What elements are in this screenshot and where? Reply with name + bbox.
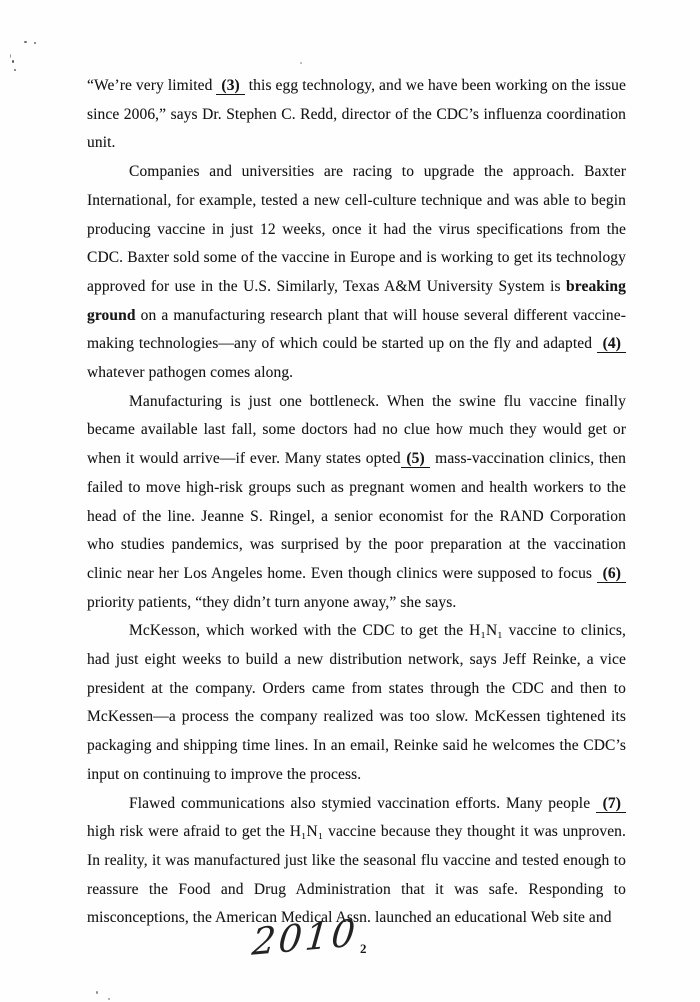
handwritten-annotation: [250, 911, 360, 963]
paragraph: [87, 158, 626, 388]
bold-phrase: breaking ground: [87, 277, 626, 324]
scan-speckle: [34, 42, 36, 44]
body-text: McKesson, which worked with the CDC to get the H₁N₁ vaccine to clinics, had just eight weeks to build a new distribution network, says Jeff Reinke, a vice president at the company. Orders came from states through the CDC and then to McKessen—a process the company realized was too slow. McKessen tightened its packaging and shipping time lines. In an email, Reinke said he welcomes the CDC’s input on continuing to improve the process.: [87, 622, 626, 783]
scan-speckle: [108, 998, 110, 1000]
scan-speckle: [12, 60, 14, 63]
scan-speckle: [300, 62, 302, 64]
body-text: Companies and universities are racing to upgrade the approach. Baxter International, for example, tested a new cell-culture technique and was able to begin producing vaccine in just 12 weeks, once it had the virus specifications from the CDC. Baxter sold some of the vaccine in Europe and is working to get its technology approved for use in the U.S. Similarly, Texas A&M University System is: [87, 163, 626, 295]
body-text: high risk were afraid to get the H₁N₁ vaccine because they thought it was unproven. In reality, it was manufactured just like the seasonal flu vaccine and tested enough to reassure the Food and Drug Administration that it was safe. Responding to misconceptions, the American Medical Assn. launched an educational Web site and: [87, 823, 626, 927]
paragraph: [87, 72, 626, 158]
body-text: priority patients, “they didn’t turn anyone away,” she says.: [87, 593, 457, 611]
paragraph: [87, 617, 626, 789]
body-text: this egg technology, and we have been working on the issue since 2006,” says Dr. Stephen C. Redd, director of the CDC’s influenza coordination unit.: [87, 77, 626, 152]
cloze-blank: (6): [597, 564, 625, 582]
cloze-blank: (7): [596, 794, 625, 812]
scan-speckle: [14, 69, 16, 71]
cloze-blank: (5): [401, 450, 430, 468]
body-text: on a manufacturing research plant that will house several different vaccine-making technologies—any of which could be started up on the fly and adapted: [87, 306, 626, 353]
body-text: whatever pathogen comes along.: [87, 364, 294, 382]
body-text: Flawed communications also stymied vaccination efforts. Many people: [129, 794, 596, 812]
scan-speckle: [24, 41, 27, 43]
handwritten-year: 2010: [250, 911, 360, 964]
body-text: Manufacturing is just one bottleneck. When the swine flu vaccine finally became available last fall, some doctors had no clue how much they would get or when it would arrive—if ever. Many states opted: [87, 392, 626, 468]
cloze-blank: (4): [597, 335, 625, 353]
document-body: [87, 72, 626, 933]
scan-speckle: [96, 991, 98, 994]
scan-speckle: [10, 54, 11, 58]
cloze-blank: (3): [217, 77, 244, 94]
paragraph: [87, 388, 626, 618]
page-number: 2: [360, 941, 367, 956]
body-text: mass-vaccination clinics, then failed to move high-risk groups such as pregnant women and health workers to the head of the line. Jeanne S. Ringel, a senior economist for the RAND Corporation who studies pandemics, was surprised by the poor preparation at the vaccination clinic near her Los Angeles home. Even though clinics were supposed to focus: [87, 450, 626, 582]
body-text: “We’re very limited: [87, 77, 217, 94]
